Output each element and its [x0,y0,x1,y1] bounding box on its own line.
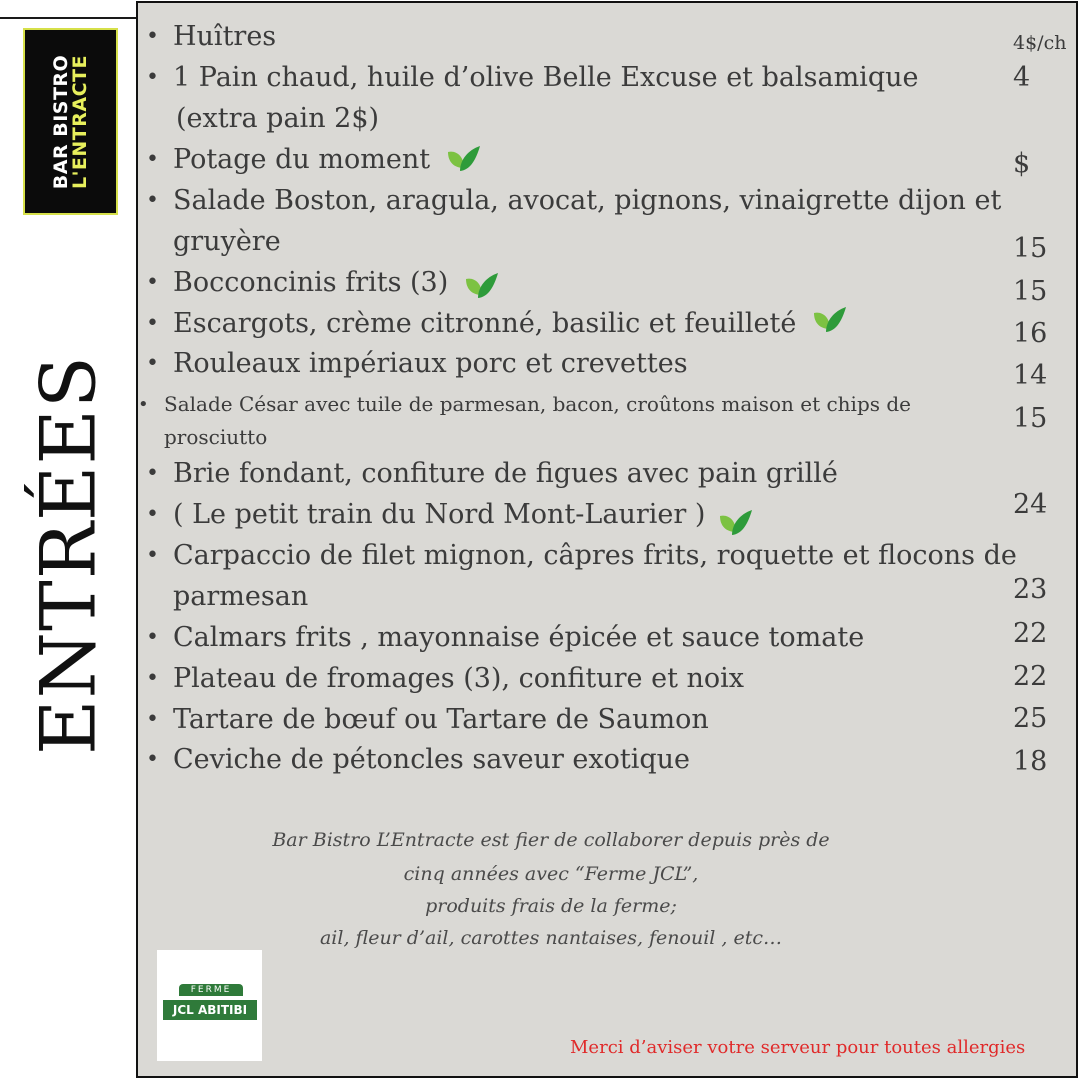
section-title: ENTRÉES [23,355,113,755]
menu-item-name: Carpaccio de filet mignon, câpres frits, roquette et flocons de [173,540,1017,571]
bullet: • [146,351,159,376]
leaf-icon [464,271,500,301]
bullet: • [146,666,159,691]
menu-item-price: 18 [1013,746,1048,777]
footer-line: ail, fleur d’ail, carottes nantaises, fenouil , etc… [319,927,783,949]
bullet: • [138,394,149,415]
menu-item-price: 4$/ch [1013,32,1067,54]
allergy-note: Merci d’aviser votre serveur pour toutes allergies [570,1037,1026,1058]
menu-item-name: Potage du moment [173,144,431,175]
farm-logo-top: FERME [179,984,243,996]
menu-item-price: 14 [1013,360,1048,391]
bullet: • [146,707,159,732]
leaf-icon [446,144,482,174]
menu-item-price: 22 [1013,661,1048,692]
menu-item-price: 23 [1013,574,1048,605]
logo-line2: L'ENTRACTE [68,54,91,189]
bullet: • [146,543,159,568]
menu-item-price: 4 [1013,62,1031,93]
sidebar [0,0,137,1080]
bullet: • [146,461,159,486]
menu-item-name: Brie fondant, confiture de figues avec pain grillé [173,458,838,489]
menu-item-name: Rouleaux impériaux porc et crevettes [173,348,688,379]
menu-item-name: Calmars frits , mayonnaise épicée et sauce tomate [173,622,865,653]
footer-line: cinq années avec “Ferme JCL”, [403,863,699,885]
menu-item-price: $ [1013,148,1031,179]
bullet: • [146,147,159,172]
menu-item-name: ( Le petit train du Nord Mont-Laurier ) [173,499,706,530]
footer-line: produits frais de la ferme; [425,895,677,917]
leaf-icon [812,305,848,335]
menu-item-name-cont: gruyère [173,226,281,257]
menu-item-price: 15 [1013,276,1048,307]
menu-item-name-cont: (extra pain 2$) [176,103,380,134]
menu-item-name: Salade César avec tuile de parmesan, bacon, croûtons maison et chips de [164,392,912,416]
logo-line1: BAR BISTRO [49,54,72,189]
menu-item-name: Huîtres [173,21,277,52]
bullet: • [146,24,159,49]
divider [0,17,137,19]
menu-item-price: 22 [1013,618,1048,649]
menu-item-name: Plateau de fromages (3), confiture et noix [173,663,745,694]
menu-item-price: 25 [1013,703,1048,734]
menu-panel [136,1,1078,1078]
bullet: • [146,65,159,90]
menu-item-name: Tartare de bœuf ou Tartare de Saumon [173,704,709,735]
menu-item-price: 15 [1013,233,1048,264]
farm-logo-main: JCL ABITIBI [163,1000,257,1020]
menu-item-name: Salade Boston, aragula, avocat, pignons, vinaigrette dijon et [173,185,1002,216]
bullet: • [146,747,159,772]
menu-item-name: Bocconcinis frits (3) [173,267,449,298]
menu-item-price: 15 [1013,403,1048,434]
bistro-logo [23,28,118,215]
bullet: • [146,188,159,213]
bullet: • [146,270,159,295]
menu-item-name: 1 Pain chaud, huile d’olive Belle Excuse et balsamique [173,62,919,93]
farm-logo [157,950,262,1061]
bullet: • [146,311,159,336]
menu-item-price: 24 [1013,489,1048,520]
bullet: • [146,625,159,650]
menu-item-name: Escargots, crème citronné, basilic et feuilleté [173,308,797,339]
menu-item-name-cont: parmesan [173,581,309,612]
bullet: • [146,502,159,527]
menu-item-name: Ceviche de pétoncles saveur exotique [173,744,691,775]
footer-line: Bar Bistro L’Entracte est fier de collaborer depuis près de [272,829,830,851]
menu-item-price: 16 [1013,318,1048,349]
menu-item-name-cont: prosciutto [164,425,268,449]
leaf-icon [718,508,754,538]
